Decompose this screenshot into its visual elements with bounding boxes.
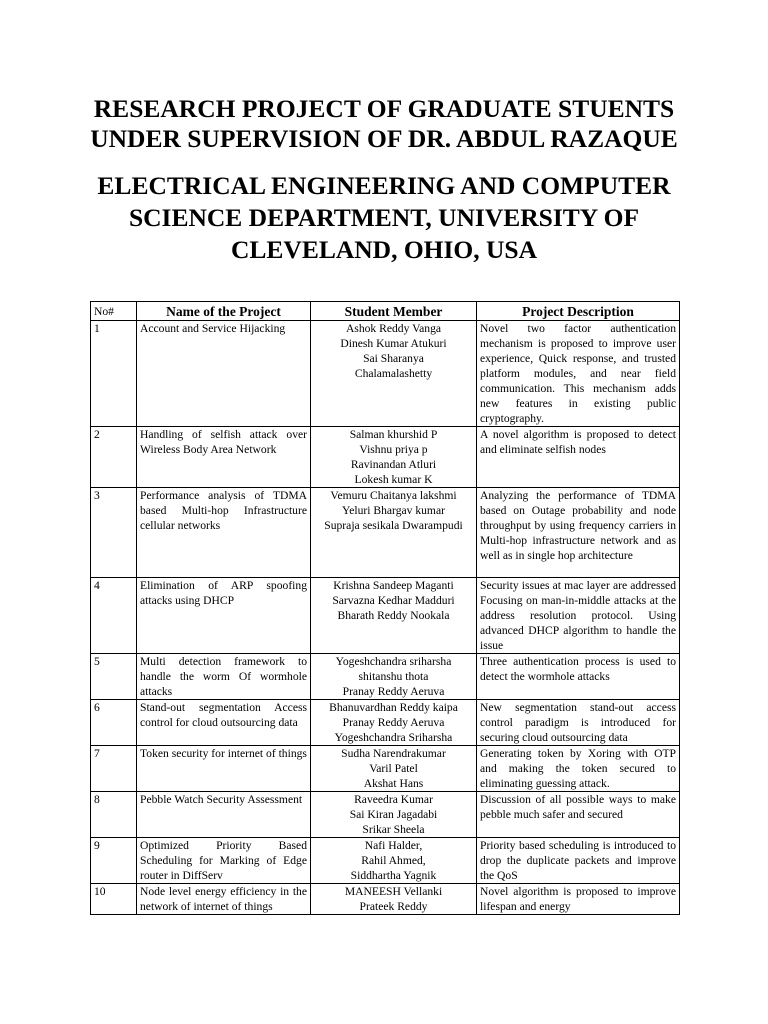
- table-row: [91, 838, 680, 884]
- student-members: [311, 884, 477, 915]
- student-name: Sudha Narendrakumar: [341, 747, 446, 760]
- row-number: 2: [91, 427, 137, 488]
- row-number: 6: [91, 700, 137, 746]
- table-row: [91, 427, 680, 488]
- project-name: Elimination of ARP spoofing attacks using DHCP: [137, 578, 311, 654]
- student-name: Salman khurshid P: [349, 428, 438, 441]
- student-members: [311, 700, 477, 746]
- student-name: Krishna Sandeep Maganti: [333, 579, 454, 592]
- student-name: Yogeshchandra Sriharsha: [334, 731, 453, 744]
- student-name: Varil Patel: [369, 762, 418, 775]
- student-name: shitanshu thota: [358, 670, 429, 683]
- student-name: Vemuru Chaitanya lakshmi: [330, 489, 457, 502]
- project-name: Node level energy efficiency in the network of internet of things: [137, 884, 311, 915]
- student-name: Supraja sesikala Dwarampudi: [324, 519, 463, 532]
- project-name: Performance analysis of TDMA based Multi-hop Infrastructure cellular networks: [137, 488, 311, 578]
- project-description: Generating token by Xoring with OTP and making the token secured to eliminating guessing attack.: [477, 746, 680, 792]
- project-description: Three authentication process is used to detect the wormhole attacks: [477, 654, 680, 700]
- table-row: [91, 746, 680, 792]
- student-members: [311, 578, 477, 654]
- project-description: Analyzing the performance of TDMA based on Outage probability and node throughput by using frequency carriers in Multi-hop infrastructure network and as well as in single hop architecture: [477, 488, 680, 578]
- project-description: Priority based scheduling is introduced to drop the duplicate packets and improve the QoS: [477, 838, 680, 884]
- student-members: [311, 792, 477, 838]
- table-row: [91, 792, 680, 838]
- title-line: UNDER SUPERVISION OF DR. ABDUL RAZAQUE: [90, 124, 678, 153]
- project-name: Token security for internet of things: [137, 746, 311, 792]
- student-name: Pranay Reddy Aeruva: [342, 685, 445, 698]
- project-description: Novel algorithm is proposed to improve lifespan and energy: [477, 884, 680, 915]
- student-name: Dinesh Kumar Atukuri: [340, 337, 447, 350]
- student-name: Lokesh kumar K: [354, 473, 433, 486]
- row-number: 8: [91, 792, 137, 838]
- student-members: [311, 488, 477, 578]
- project-name: Multi detection framework to handle the worm Of wormhole attacks: [137, 654, 311, 700]
- projects-table: [90, 301, 680, 915]
- subtitle-line: ELECTRICAL ENGINEERING AND COMPUTER: [97, 171, 671, 200]
- student-name: Vishnu priya p: [359, 443, 428, 456]
- student-name: Sai Kiran Jagadabi: [349, 808, 438, 821]
- header-no: No#: [91, 302, 137, 321]
- table-row: [91, 321, 680, 427]
- student-name: Rahil Ahmed,: [361, 854, 426, 867]
- project-description: Novel two factor authentication mechanism is proposed to improve user experience, Quick response, and trusted platform modules, and near field communication. This mechanism adds new features in existing public cryptography.: [477, 321, 680, 427]
- student-members: [311, 321, 477, 427]
- table-row: [91, 700, 680, 746]
- table-row: [91, 578, 680, 654]
- header-student-member: Student Member: [311, 302, 477, 321]
- student-name: Yogeshchandra sriharsha: [335, 655, 452, 668]
- student-members: [311, 838, 477, 884]
- student-name: Chalamalashetty: [354, 367, 433, 380]
- row-number: 10: [91, 884, 137, 915]
- student-name: Sarvazna Kedhar Madduri: [332, 594, 455, 607]
- row-number: 5: [91, 654, 137, 700]
- subtitle-line: CLEVELAND, OHIO, USA: [230, 235, 538, 264]
- student-name: Raveedra Kumar: [354, 793, 433, 806]
- project-name: Account and Service Hijacking: [137, 321, 311, 427]
- student-name: Siddhartha Yagnik: [350, 869, 437, 882]
- student-name: Ravinandan Atluri: [350, 458, 437, 471]
- row-number: 1: [91, 321, 137, 427]
- project-description: A novel algorithm is proposed to detect and eliminate selfish nodes: [477, 427, 680, 488]
- header-project-description: Project Description: [477, 302, 680, 321]
- student-members: [311, 427, 477, 488]
- row-number: 7: [91, 746, 137, 792]
- project-name: Pebble Watch Security Assessment: [137, 792, 311, 838]
- table-row: [91, 654, 680, 700]
- project-name: Optimized Priority Based Scheduling for Marking of Edge router in DiffServ: [137, 838, 311, 884]
- student-name: Sai Sharanya: [363, 352, 424, 365]
- project-description: Discussion of all possible ways to make pebble much safer and secured: [477, 792, 680, 838]
- student-name: MANEESH Vellanki: [344, 885, 443, 898]
- title-line: RESEARCH PROJECT OF GRADUATE STUENTS: [93, 94, 675, 123]
- header-project-name: Name of the Project: [137, 302, 311, 321]
- project-description: Security issues at mac layer are addressed Focusing on man-in-middle attacks at the address resolution protocol. Using advanced DHCP algorithm to handle the issue: [477, 578, 680, 654]
- project-name: Handling of selfish attack over Wireless Body Area Network: [137, 427, 311, 488]
- project-description: New segmentation stand-out access control paradigm is introduced for securing cloud outsourcing data: [477, 700, 680, 746]
- student-name: Pranay Reddy Aeruva: [342, 716, 445, 729]
- student-name: Yeluri Bhargav kumar: [342, 504, 445, 517]
- student-name: Ashok Reddy Vanga: [345, 322, 442, 335]
- student-name: Prateek Reddy: [359, 900, 428, 913]
- row-number: 9: [91, 838, 137, 884]
- row-number: 3: [91, 488, 137, 578]
- student-name: Bhanuvardhan Reddy kaipa: [329, 701, 458, 714]
- document-title: [60, 94, 708, 154]
- subtitle-line: SCIENCE DEPARTMENT, UNIVERSITY OF: [128, 203, 640, 232]
- student-name: Bharath Reddy Nookala: [337, 609, 450, 622]
- student-name: Akshat Hans: [363, 777, 424, 790]
- department-heading: [60, 170, 708, 266]
- project-name: Stand-out segmentation Access control for cloud outsourcing data: [137, 700, 311, 746]
- row-number: 4: [91, 578, 137, 654]
- table-header-row: [91, 302, 680, 321]
- table-row: [91, 488, 680, 578]
- student-name: Nafi Halder,: [364, 839, 423, 852]
- table-row: [91, 884, 680, 915]
- student-members: [311, 654, 477, 700]
- student-members: [311, 746, 477, 792]
- student-name: Srikar Sheela: [362, 823, 425, 836]
